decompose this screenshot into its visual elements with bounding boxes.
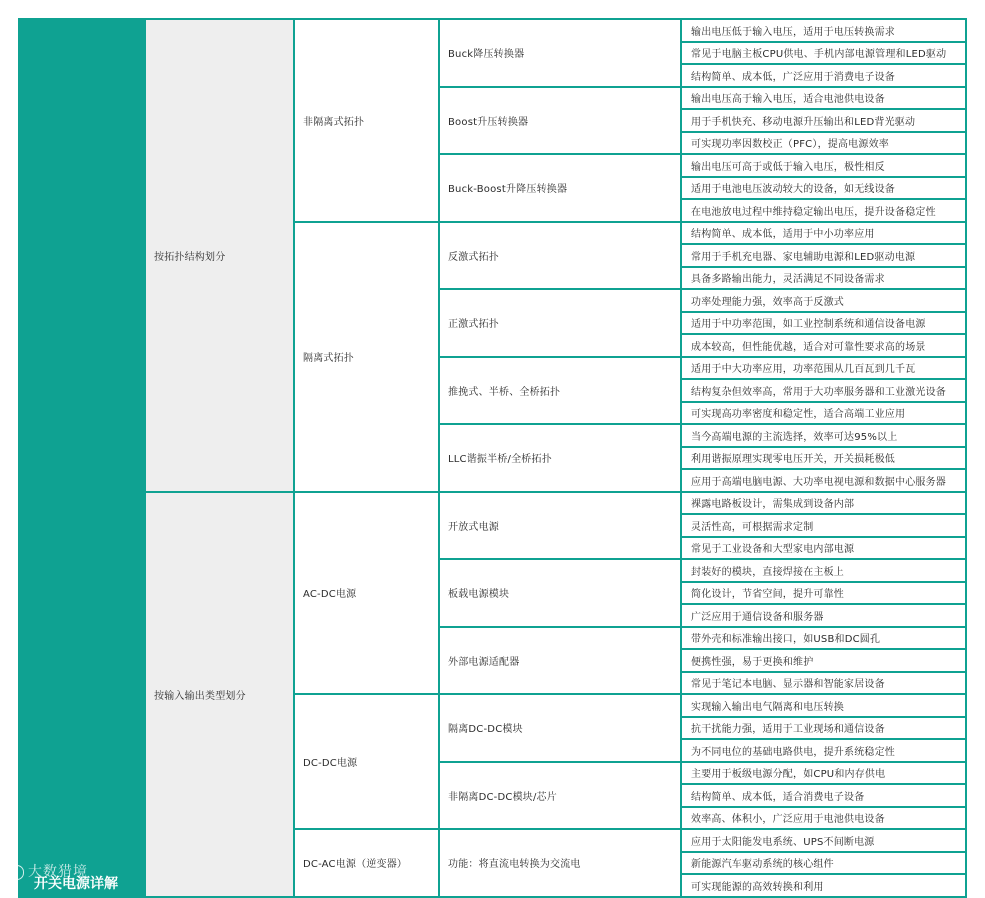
type-label: 反激式拓扑 [438,221,682,291]
type-label: 外部电源适配器 [438,626,682,696]
note-cell: 适用于电池电压波动较大的设备，如无线设备 [680,176,967,201]
type-label: 正激式拓扑 [438,288,682,358]
note-cell: 抗干扰能力强，适用于工业现场和通信设备 [680,716,967,741]
watermark-logo-icon [2,865,24,880]
page-title: 开关电源详解 [34,876,118,892]
note-cell: 当今高端电源的主流选择，效率可达95%以上 [680,423,967,448]
note-cell: 裸露电路板设计，需集成到设备内部 [680,491,967,516]
note-cell: 封装好的模块，直接焊接在主板上 [680,558,967,583]
type-label: Boost升压转换器 [438,86,682,156]
watermark-text: 大数猎境 [28,864,88,880]
note-cell: 成本较高，但性能优越，适合对可靠性要求高的场景 [680,333,967,358]
type-label: 推挽式、半桥、全桥拓扑 [438,356,682,426]
note-cell: 常见于笔记本电脑、显示器和智能家居设备 [680,671,967,696]
note-cell: 简化设计，节省空间，提升可靠性 [680,581,967,606]
note-cell: 在电池放电过程中维持稳定输出电压，提升设备稳定性 [680,198,967,223]
note-cell: 为不同电位的基础电路供电，提升系统稳定性 [680,738,967,763]
note-cell: 用于手机快充、移动电源升压输出和LED背光驱动 [680,108,967,133]
note-cell: 输出电压低于输入电压，适用于电压转换需求 [680,18,967,43]
note-cell: 常用于手机充电器、家电辅助电源和LED驱动电源 [680,243,967,268]
note-cell: 便携性强，易于更换和维护 [680,648,967,673]
note-cell: 结构简单、成本低，适用于中小功率应用 [680,221,967,246]
type-label: 非隔离DC-DC模块/芯片 [438,761,682,831]
note-cell: 利用谐振原理实现零电压开关，开关损耗极低 [680,446,967,471]
note-cell: 具备多路输出能力，灵活满足不同设备需求 [680,266,967,291]
note-cell: 输出电压可高于或低于输入电压，极性相反 [680,153,967,178]
type-label: Buck-Boost升降压转换器 [438,153,682,223]
note-cell: 广泛应用于通信设备和服务器 [680,603,967,628]
category-band [18,18,146,493]
note-cell: 输出电压高于输入电压，适合电池供电设备 [680,86,967,111]
note-cell: 常见于工业设备和大型家电内部电源 [680,536,967,561]
group-label: DC-DC电源 [293,693,440,830]
category-label: 按输入输出类型划分 [144,491,295,898]
note-cell: 应用于高端电脑电源、大功率电视电源和数据中心服务器 [680,468,967,493]
note-cell: 结构简单、成本低，适合消费电子设备 [680,783,967,808]
type-label: 隔离DC-DC模块 [438,693,682,763]
note-cell: 带外壳和标准输出接口，如USB和DC圆孔 [680,626,967,651]
group-label: AC-DC电源 [293,491,440,696]
note-cell: 适用于中大功率应用，功率范围从几百瓦到几千瓦 [680,356,967,381]
group-label: DC-AC电源（逆变器） [293,828,440,898]
note-cell: 灵活性高，可根据需求定制 [680,513,967,538]
note-cell: 常见于电脑主板CPU供电、手机内部电源管理和LED驱动 [680,41,967,66]
note-cell: 效率高、体积小，广泛应用于电池供电设备 [680,806,967,831]
note-cell: 可实现功率因数校正（PFC），提高电源效率 [680,131,967,156]
note-cell: 结构简单、成本低，广泛应用于消费电子设备 [680,63,967,88]
type-label: 功能：将直流电转换为交流电 [438,828,682,898]
note-cell: 应用于太阳能发电系统、UPS不间断电源 [680,828,967,853]
group-label: 隔离式拓扑 [293,221,440,493]
note-cell: 主要用于板级电源分配，如CPU和内存供电 [680,761,967,786]
note-cell: 新能源汽车驱动系统的核心组件 [680,851,967,876]
note-cell: 实现输入输出电气隔离和电压转换 [680,693,967,718]
note-cell: 可实现能源的高效转换和利用 [680,873,967,898]
note-cell: 可实现高功率密度和稳定性，适合高端工业应用 [680,401,967,426]
group-label: 非隔离式拓扑 [293,18,440,223]
category-band [18,491,146,898]
type-label: LLC谐振半桥/全桥拓扑 [438,423,682,493]
type-label: Buck降压转换器 [438,18,682,88]
note-cell: 适用于中功率范围，如工业控制系统和通信设备电源 [680,311,967,336]
category-label: 按拓扑结构划分 [144,18,295,493]
note-cell: 结构复杂但效率高，常用于大功率服务器和工业激光设备 [680,378,967,403]
type-label: 开放式电源 [438,491,682,561]
type-label: 板载电源模块 [438,558,682,628]
note-cell: 功率处理能力强，效率高于反激式 [680,288,967,313]
